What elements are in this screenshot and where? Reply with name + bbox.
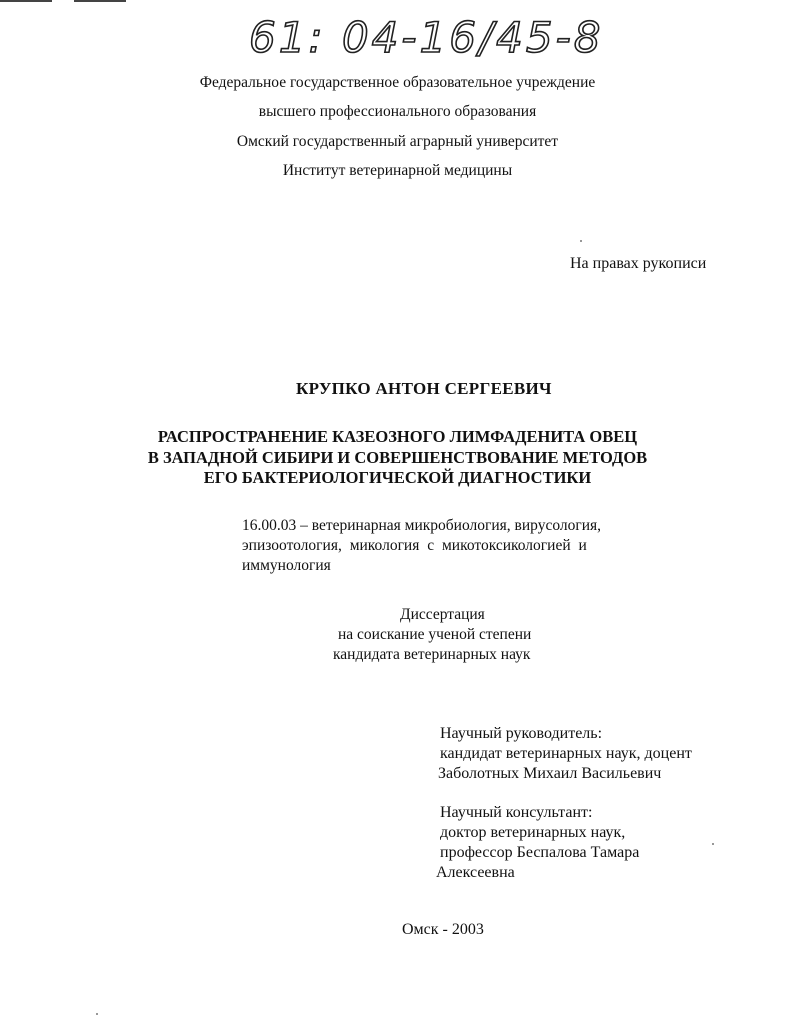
consultant-label: Научный консультант: (440, 804, 593, 821)
thesis-title-line-1: РАСПРОСТРАНЕНИЕ КАЗЕОЗНОГО ЛИМФАДЕНИТА ОВЕЦ (157, 427, 638, 446)
consultant-name-cont: Алексеевна (436, 864, 515, 881)
degree-line-2: на соискание ученой степени (338, 626, 532, 643)
scan-edge-mark (0, 0, 52, 2)
supervisor-title: кандидат ветеринарных наук, доцент (440, 745, 692, 762)
institution-line-1: Федеральное государственное образовательное учреждение (199, 74, 596, 91)
specialty-line-1: 16.00.03 – ветеринарная микробиология, вирусология, (242, 517, 602, 534)
specialty-line-3: иммунология (242, 557, 331, 574)
consultant-degree: доктор ветеринарных наук, (440, 824, 626, 841)
thesis-title-line-3: ЕГО БАКТЕРИОЛОГИЧЕСКОЙ ДИАГНОСТИКИ (203, 468, 592, 487)
city-year: Омск - 2003 (402, 921, 484, 938)
scan-speck (580, 240, 582, 242)
scan-edge-mark (74, 0, 126, 2)
scan-speck (712, 843, 714, 845)
scan-speck (96, 1013, 98, 1015)
institution-line-2: высшего профессионального образования (258, 103, 537, 120)
handwritten-number-text: 61: 04-16/45-8 (249, 13, 604, 62)
specialty-line-2: эпизоотология, микология с микотоксикологией и (242, 537, 587, 554)
institution-line-4: Институт ветеринарной медицины (282, 162, 513, 179)
rights-note: На правах рукописи (570, 255, 707, 272)
degree-line-3: кандидата ветеринарных наук (333, 646, 531, 663)
consultant-title-name: профессор Беспалова Тамара (440, 844, 640, 861)
handwritten-archive-number (245, 6, 604, 66)
supervisor-label: Научный руководитель: (440, 725, 603, 742)
institution-line-3: Омский государственный аграрный университет (236, 133, 559, 150)
author-name: КРУПКО АНТОН СЕРГЕЕВИЧ (296, 379, 552, 398)
degree-line-1: Диссертация (400, 606, 485, 623)
thesis-title-line-2: В ЗАПАДНОЙ СИБИРИ И СОВЕРШЕНСТВОВАНИЕ МЕТОДОВ (147, 448, 648, 467)
supervisor-name: Заболотных Михаил Васильевич (438, 765, 662, 782)
